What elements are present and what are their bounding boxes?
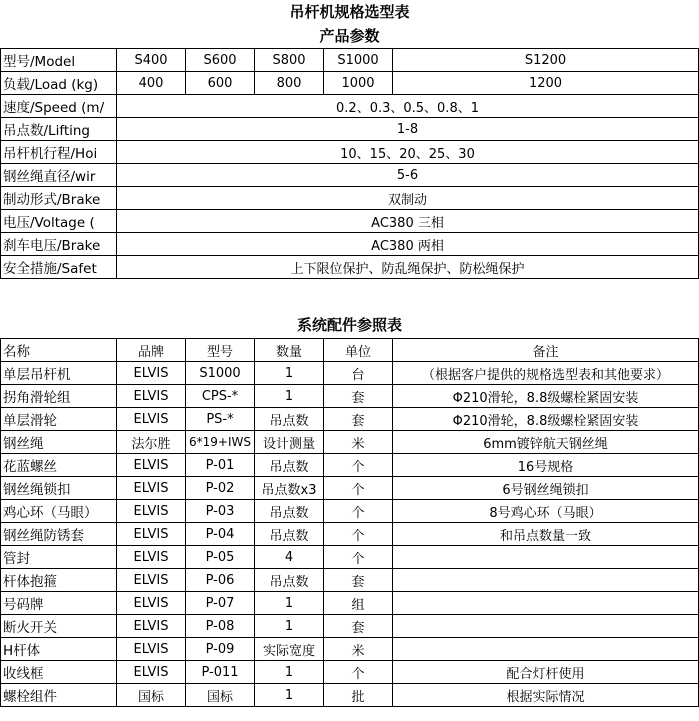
part-brand: ELVIS — [117, 592, 186, 615]
part-name: H杆体 — [1, 638, 117, 661]
table-row — [1, 431, 699, 454]
spec-row — [1, 256, 699, 279]
table-row — [1, 546, 699, 569]
part-model: P-011 — [186, 661, 255, 684]
table-row — [1, 638, 699, 661]
model-cell: S800 — [255, 49, 324, 72]
spec-row-label: 电压/Voltage ( — [1, 210, 117, 233]
part-unit: 套 — [324, 408, 393, 431]
column-header: 单位 — [324, 339, 393, 362]
part-name: 单层滑轮 — [1, 408, 117, 431]
part-remark: 16号规格 — [393, 454, 699, 477]
part-brand: ELVIS — [117, 615, 186, 638]
part-name: 杆体抱箍 — [1, 569, 117, 592]
part-unit: 台 — [324, 362, 393, 385]
part-remark — [393, 546, 699, 569]
part-brand: ELVIS — [117, 661, 186, 684]
part-remark: Φ210滑轮，8.8级螺栓紧固安装 — [393, 385, 699, 408]
spec-row-label: 刹车电压/Brake — [1, 233, 117, 256]
part-remark: 根据实际情况 — [393, 684, 699, 707]
table-row — [1, 592, 699, 615]
part-name: 鸡心环（马眼） — [1, 500, 117, 523]
table-row — [1, 408, 699, 431]
table-row — [1, 477, 699, 500]
part-quantity: 吊点数 — [255, 500, 324, 523]
spec-row-value: 1-8 — [117, 118, 699, 141]
model-cell: S1200 — [393, 49, 699, 72]
part-quantity: 1 — [255, 684, 324, 707]
table-row — [1, 500, 699, 523]
part-brand: ELVIS — [117, 477, 186, 500]
column-header: 备注 — [393, 339, 699, 362]
part-brand: ELVIS — [117, 408, 186, 431]
spec-table-caption: 产品参数 — [319, 27, 380, 45]
parts-header-row — [1, 339, 699, 362]
spec-row — [1, 141, 699, 164]
parts-table-caption: 系统配件参照表 — [296, 316, 402, 334]
part-model: S1000 — [186, 362, 255, 385]
part-brand: 法尔胜 — [117, 431, 186, 454]
part-quantity: 1 — [255, 385, 324, 408]
part-brand: ELVIS — [117, 638, 186, 661]
part-model: 6*19+IWS — [186, 431, 255, 454]
table-row — [1, 454, 699, 477]
load-cell: 1000 — [324, 72, 393, 95]
part-unit: 套 — [324, 569, 393, 592]
parts-table — [0, 338, 699, 707]
spec-row-label: 安全措施/Safet — [1, 256, 117, 279]
table-row — [1, 661, 699, 684]
part-model: PS-* — [186, 408, 255, 431]
part-name: 钢丝绳防锈套 — [1, 523, 117, 546]
spec-row — [1, 164, 699, 187]
part-unit: 个 — [324, 523, 393, 546]
part-model: P-09 — [186, 638, 255, 661]
spec-row-label: 吊杆机行程/Hoi — [1, 141, 117, 164]
part-unit: 套 — [324, 385, 393, 408]
table-row — [1, 362, 699, 385]
table-row — [1, 615, 699, 638]
spec-row-label: 吊点数/Lifting — [1, 118, 117, 141]
column-header: 品牌 — [117, 339, 186, 362]
spec-row-value: 10、15、20、25、30 — [117, 141, 699, 164]
part-model: P-03 — [186, 500, 255, 523]
spec-row — [1, 187, 699, 210]
part-model: P-01 — [186, 454, 255, 477]
part-quantity: 4 — [255, 546, 324, 569]
part-remark — [393, 569, 699, 592]
part-remark: 和吊点数量一致 — [393, 523, 699, 546]
part-model: CPS-* — [186, 385, 255, 408]
part-name: 管封 — [1, 546, 117, 569]
part-unit: 个 — [324, 454, 393, 477]
part-name: 收线框 — [1, 661, 117, 684]
spec-row-value: AC380 三相 — [117, 210, 699, 233]
column-header: 型号 — [186, 339, 255, 362]
part-brand: ELVIS — [117, 523, 186, 546]
part-unit: 个 — [324, 500, 393, 523]
part-name: 断火开关 — [1, 615, 117, 638]
table-row — [1, 569, 699, 592]
spec-row-model — [1, 49, 699, 72]
column-header: 数量 — [255, 339, 324, 362]
spec-row-value: 双制动 — [117, 187, 699, 210]
part-remark — [393, 638, 699, 661]
model-cell: S1000 — [324, 49, 393, 72]
part-unit: 套 — [324, 615, 393, 638]
part-name: 拐角滑轮组 — [1, 385, 117, 408]
part-brand: ELVIS — [117, 454, 186, 477]
part-brand: ELVIS — [117, 546, 186, 569]
model-cell: S600 — [186, 49, 255, 72]
part-model: P-04 — [186, 523, 255, 546]
part-quantity: 吊点数x3 — [255, 477, 324, 500]
part-brand: 国标 — [117, 684, 186, 707]
part-model: P-02 — [186, 477, 255, 500]
spec-table — [0, 48, 699, 279]
part-quantity: 吊点数 — [255, 569, 324, 592]
part-unit: 个 — [324, 546, 393, 569]
part-remark: 6mm镀锌航天钢丝绳 — [393, 431, 699, 454]
part-quantity: 1 — [255, 661, 324, 684]
part-model: 国标 — [186, 684, 255, 707]
part-quantity: 设计测量 — [255, 431, 324, 454]
part-quantity: 1 — [255, 362, 324, 385]
part-remark: 配合灯杆使用 — [393, 661, 699, 684]
spec-row — [1, 233, 699, 256]
part-remark: 6号钢丝绳锁扣 — [393, 477, 699, 500]
part-remark — [393, 615, 699, 638]
part-remark: （根据客户提供的规格选型表和其他要求） — [393, 362, 699, 385]
part-name: 花蓝螺丝 — [1, 454, 117, 477]
part-model: P-08 — [186, 615, 255, 638]
part-name: 钢丝绳锁扣 — [1, 477, 117, 500]
load-cell: 600 — [186, 72, 255, 95]
load-cell: 800 — [255, 72, 324, 95]
part-unit: 个 — [324, 477, 393, 500]
spec-row-label: 速度/Speed (m/ — [1, 95, 117, 118]
part-brand: ELVIS — [117, 362, 186, 385]
part-model: P-05 — [186, 546, 255, 569]
part-quantity: 1 — [255, 592, 324, 615]
spec-row-label: 型号/Model — [1, 49, 117, 72]
part-unit: 米 — [324, 431, 393, 454]
part-unit: 组 — [324, 592, 393, 615]
spec-row-label: 制动形式/Brake — [1, 187, 117, 210]
part-unit: 批 — [324, 684, 393, 707]
part-remark: Φ210滑轮，8.8级螺栓紧固安装 — [393, 408, 699, 431]
model-cell: S400 — [117, 49, 186, 72]
part-name: 螺栓组件 — [1, 684, 117, 707]
spec-row-value: 上下限位保护、防乱绳保护、防松绳保护 — [117, 256, 699, 279]
part-name: 号码牌 — [1, 592, 117, 615]
column-header: 名称 — [1, 339, 117, 362]
part-brand: ELVIS — [117, 500, 186, 523]
spec-row-value: AC380 两相 — [117, 233, 699, 256]
part-unit: 米 — [324, 638, 393, 661]
part-unit: 个 — [324, 661, 393, 684]
spec-row-label: 负载/Load (kg) — [1, 72, 117, 95]
table-row — [1, 523, 699, 546]
part-name: 钢丝绳 — [1, 431, 117, 454]
part-quantity: 实际宽度 — [255, 638, 324, 661]
part-quantity: 吊点数 — [255, 523, 324, 546]
page-title: 吊杆机规格选型表 — [289, 3, 410, 21]
part-model: P-07 — [186, 592, 255, 615]
spec-row — [1, 210, 699, 233]
spec-row — [1, 95, 699, 118]
part-remark — [393, 592, 699, 615]
part-remark: 8号鸡心环（马眼） — [393, 500, 699, 523]
load-cell: 1200 — [393, 72, 699, 95]
part-name: 单层吊杆机 — [1, 362, 117, 385]
part-quantity: 吊点数 — [255, 408, 324, 431]
spec-row-load — [1, 72, 699, 95]
part-quantity: 1 — [255, 615, 324, 638]
spec-row-value: 5-6 — [117, 164, 699, 187]
load-cell: 400 — [117, 72, 186, 95]
table-row — [1, 684, 699, 707]
part-brand: ELVIS — [117, 569, 186, 592]
spec-row-label: 钢丝绳直径/wir — [1, 164, 117, 187]
part-brand: ELVIS — [117, 385, 186, 408]
spec-row-value: 0.2、0.3、0.5、0.8、1 — [117, 95, 699, 118]
table-row — [1, 385, 699, 408]
spec-row — [1, 118, 699, 141]
part-model: P-06 — [186, 569, 255, 592]
part-quantity: 吊点数 — [255, 454, 324, 477]
